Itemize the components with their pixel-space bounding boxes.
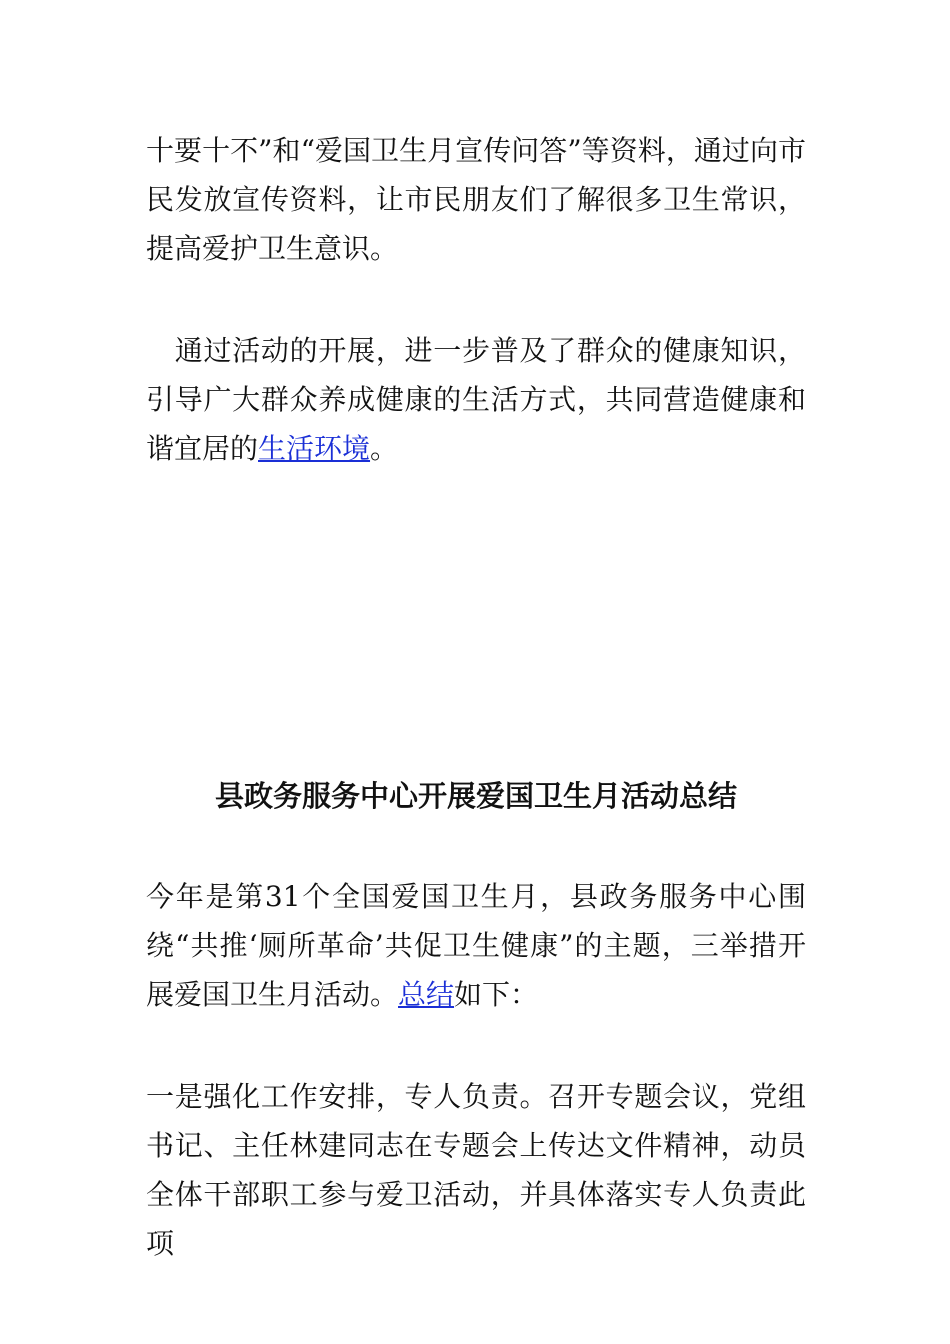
paragraph-text-end: 如下： <box>454 978 539 1011</box>
paragraph-text: 一是强化工作安排，专人负责。召开专题会议，党组书记、主任林建同志在专题会上传达文件精神，动员全体干部职工参与爱卫活动，并具体落实专人负责此项 <box>146 1080 806 1260</box>
paragraph-text: 通过活动的开展，进一步普及了群众的健康知识，引导广大群众养成健康的生活方式，共同营造健康和谐宜居的 <box>146 334 806 465</box>
paragraph-introduction <box>146 872 806 1019</box>
paragraph-text: 今年是第31个全国爱国卫生月，县政务服务中心围绕“共推‘厕所革命’共促卫生健康”的主题，三举措开展爱国卫生月活动。 <box>146 880 806 1011</box>
paragraph-work-arrangement <box>146 1072 806 1268</box>
paragraph-text: 十要十不”和“爱国卫生月宣传问答”等资料，通过向市民发放宣传资料，让市民朋友们了解很多卫生常识，提高爱护卫生意识。 <box>146 134 806 265</box>
paragraph-text-end: 。 <box>370 432 399 465</box>
summary-link[interactable]: 总结 <box>398 978 455 1011</box>
paragraph-activity-results <box>146 326 806 473</box>
paragraph-publicity-materials <box>146 126 806 273</box>
living-environment-link[interactable]: 生活环境 <box>258 432 371 465</box>
document-title: 县政务服务中心开展爱国卫生月活动总结 <box>214 779 737 813</box>
